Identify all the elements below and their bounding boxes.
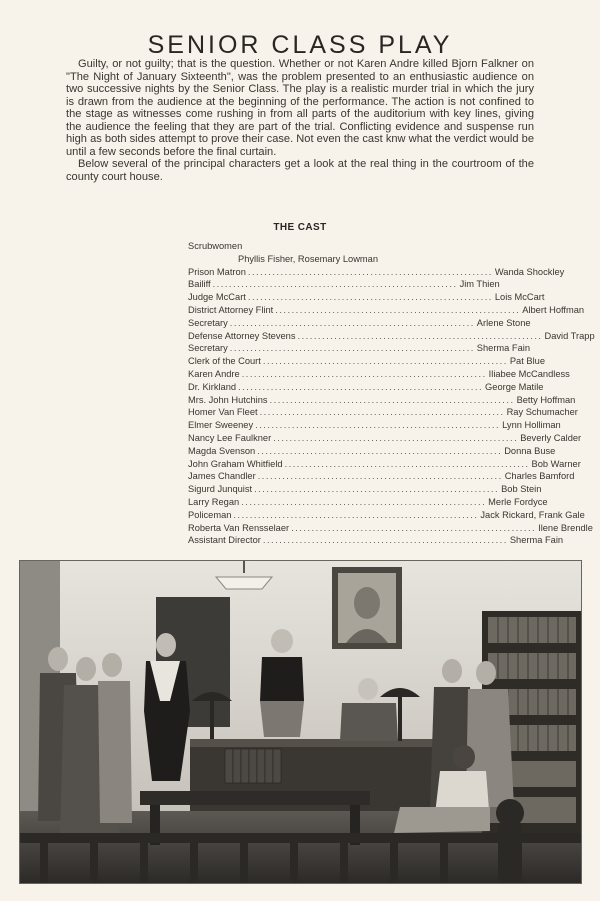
- cast-row: [188, 253, 406, 266]
- leader-dots: ............................................................: [269, 394, 515, 405]
- cast-row: [188, 330, 595, 343]
- cast-role: Defense Attorney Stevens: [188, 330, 296, 341]
- page-title: SENIOR CLASS PLAY: [147, 30, 453, 59]
- cast-role: Judge McCart: [188, 292, 246, 303]
- cast-row: [188, 496, 548, 509]
- cast-role: James Chandler: [188, 471, 256, 482]
- leader-dots: ............................................................: [255, 420, 501, 431]
- cast-row: [188, 445, 556, 458]
- cast-role: District Attorney Flint: [188, 304, 274, 315]
- cast-actor: Jack Rickard, Frank Gale: [480, 509, 585, 520]
- leader-dots: ............................................................: [273, 432, 519, 443]
- cast-row: [188, 342, 531, 355]
- cast-actor: Beverly Calder: [520, 432, 582, 443]
- cast-actor: Sherma Fain: [476, 343, 531, 354]
- cast-row: [188, 534, 564, 547]
- cast-role: Dr. Kirkland: [188, 381, 237, 392]
- leader-dots: ............................................................: [229, 343, 475, 354]
- cast-actor: Charles Bamford: [504, 471, 575, 482]
- leader-dots: ............................................................: [262, 356, 508, 367]
- leader-dots: ............................................................: [241, 496, 487, 507]
- leader-dots: ............................................................: [233, 509, 479, 520]
- cast-actor: Pat Blue: [509, 356, 545, 367]
- leader-dots: ............................................................: [259, 407, 505, 418]
- cast-row: [188, 266, 565, 279]
- cast-role: Bailiff: [188, 279, 211, 290]
- leader-dots: ............................................................: [247, 266, 493, 277]
- leader-dots: ............................................................: [212, 279, 458, 290]
- intro-paragraph-2: Below several of the principal characters get a look at the real thing in the courtroom of the county court house.: [66, 158, 534, 183]
- cast-actor: Arlene Stone: [476, 317, 531, 328]
- courtroom-photo-drawing: [20, 561, 581, 883]
- leader-dots: ............................................................: [275, 304, 521, 315]
- cast-actor: Albert Hoffman: [522, 304, 585, 315]
- cast-actor: Ilene Brendle: [538, 522, 593, 533]
- leader-dots: ............................................................: [262, 535, 508, 546]
- cast-row: [188, 278, 500, 291]
- cast-role: Roberta Van Rensselaer: [188, 522, 290, 533]
- cast-actor: Jim Thien: [459, 279, 500, 290]
- leader-dots: ............................................................: [254, 484, 500, 495]
- courtroom-photo: [19, 560, 582, 884]
- cast-row: [188, 240, 406, 253]
- cast-row: [188, 394, 576, 407]
- leader-dots: ............................................................: [257, 471, 503, 482]
- cast-role: Magda Svenson: [188, 445, 256, 456]
- cast-role: Clerk of the Court: [188, 356, 261, 367]
- leader-dots: ............................................................: [291, 522, 537, 533]
- cast-row: [188, 406, 578, 419]
- cast-actor: Bob Warner: [531, 458, 581, 469]
- leader-dots: ............................................................: [257, 445, 503, 456]
- cast-actor: Ray Schumacher: [506, 407, 578, 418]
- cast-row: [188, 470, 575, 483]
- leader-dots: ............................................................: [241, 368, 487, 379]
- cast-list: [188, 240, 595, 547]
- cast-actor: Iliabee McCandless: [488, 368, 570, 379]
- cast-row: [188, 381, 544, 394]
- leader-dots: ............................................................: [297, 330, 543, 341]
- cast-actor: Phyllis Fisher, Rosemary Lowman: [238, 253, 379, 264]
- leader-dots: ............................................................: [238, 381, 484, 392]
- cast-role: Karen Andre: [188, 368, 240, 379]
- cast-actor: Lois McCart: [494, 292, 545, 303]
- cast-actor: David Trapp: [544, 330, 595, 341]
- cast-actor: Bob Stein: [501, 484, 542, 495]
- cast-actor: Sherma Fain: [509, 535, 564, 546]
- cast-row: [188, 419, 561, 432]
- cast-row: [188, 304, 585, 317]
- cast-role: Elmer Sweeney: [188, 420, 254, 431]
- cast-role: Homer Van Fleet: [188, 407, 258, 418]
- cast-row: [188, 432, 582, 445]
- cast-row: [188, 458, 581, 471]
- cast-row: [188, 483, 542, 496]
- cast-role: Policeman: [188, 509, 232, 520]
- cast-row: [188, 317, 531, 330]
- cast-row: [188, 522, 593, 535]
- intro-text: [66, 58, 534, 183]
- cast-actor: Donna Buse: [504, 445, 556, 456]
- cast-role: Secretary: [188, 317, 228, 328]
- cast-heading: THE CAST: [273, 222, 327, 233]
- cast-actor: Lynn Holliman: [502, 420, 561, 431]
- cast-row: [188, 355, 545, 368]
- cast-row: [188, 291, 545, 304]
- cast-role: Sigurd Junquist: [188, 484, 253, 495]
- cast-row: [188, 368, 570, 381]
- cast-row: [188, 509, 585, 522]
- cast-role: Assistant Director: [188, 535, 261, 546]
- leader-dots: ............................................................: [284, 458, 530, 469]
- cast-actor: Betty Hoffman: [516, 394, 576, 405]
- intro-paragraph-1: Guilty, or not guilty; that is the question. Whether or not Karen Andre killed Bjorn Falkner on "The Night of January Sixteenth", was the problem presented to an enthusiastic audience on two successive nights by the Senior Class. The play is a realistic murder trial in which the jury is drawn from the audience at the beginning of the performance. The action is not confined to the stage as witnesses come rushing in from all parts of the auditorium with key lines, giving the audience the feeling that they are part of the trial. Conflicting evidence and suspense run high as both sides attempt to prove their case. Not even the cast knw what the verdict would be until a few seconds before the final curtain.: [66, 58, 534, 158]
- cast-role: Prison Matron: [188, 266, 246, 277]
- cast-actor: Wanda Shockley: [494, 266, 565, 277]
- cast-role: Scrubwomen: [188, 241, 243, 251]
- cast-role: Nancy Lee Faulkner: [188, 432, 272, 443]
- leader-dots: ............................................................: [247, 292, 493, 303]
- cast-actor: Merle Fordyce: [488, 496, 548, 507]
- cast-role: John Graham Whitfield: [188, 458, 283, 469]
- cast-actor: George Matile: [485, 381, 544, 392]
- leader-dots: ............................................................: [229, 317, 475, 328]
- cast-role: Secretary: [188, 343, 228, 354]
- cast-role: Mrs. John Hutchins: [188, 394, 268, 405]
- cast-role: Larry Regan: [188, 496, 240, 507]
